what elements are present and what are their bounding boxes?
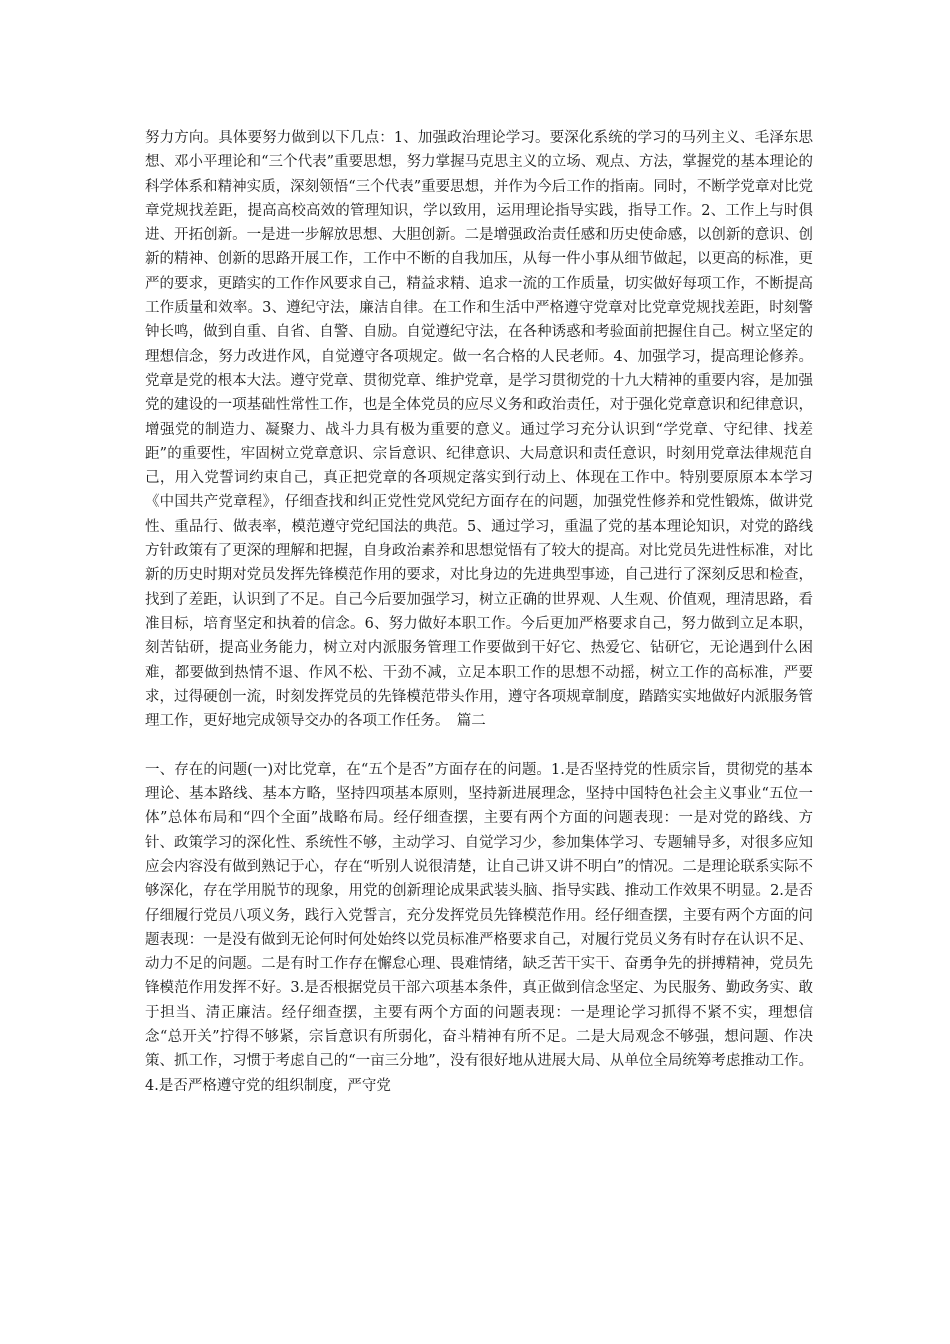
document-body bbox=[145, 126, 813, 1098]
paragraph-2: 一、存在的问题(一)对比党章，在“五个是否”方面存在的问题。1.是否坚持党的性质宗旨，贯彻党的基本理论、基本路线、基本方略，坚持四项基本原则，坚持新进展理念，坚持中国特色社会主义事业“五位一体”总体布局和“四个全面”战略布局。经仔细查摆，主要有两个方面的问题表现：一是对党的路线、方针、政策学习的深化性、系统性不够，主动学习、自觉学习少，参加集体学习、专题辅导多，对很多应知应会内容没有做到熟记于心，存在“听别人说很清楚，让自己讲又讲不明白”的情况。二是理论联系实际不够深化，存在学用脱节的现象，用党的创新理论成果武装头脑、指导实践、推动工作效果不明显。2.是否仔细履行党员八项义务，践行入党誓言，充分发挥党员先锋模范作用。经仔细查摆，主要有两个方面的问题表现：一是没有做到无论何时何处始终以党员标准严格要求自己，对履行党员义务有时存在认识不足、动力不足的问题。二是有时工作存在懈怠心理、畏难情绪，缺乏苦干实干、奋勇争先的拼搏精神，党员先锋模范作用发挥不好。3.是否根据党员干部六项基本条件，真正做到信念坚定、为民服务、勤政务实、敢于担当、清正廉洁。经仔细查摆，主要有两个方面的问题表现：一是理论学习抓得不紧不实，理想信念“总开关”拧得不够紧，宗旨意识有所弱化，奋斗精神有所不足。二是大局观念不够强，想问题、作决策、抓工作，习惯于考虑自己的“一亩三分地”，没有很好地从进展大局、从单位全局统筹考虑推动工作。4.是否严格遵守党的组织制度，严守党 bbox=[145, 761, 813, 1094]
paragraph-1: 努力方向。具体要努力做到以下几点：1、加强政治理论学习。要深化系统的学习的马列主义、毛泽东思想、邓小平理论和“三个代表”重要思想，努力掌握马克思主义的立场、观点、方法，掌握党的基本理论的科学体系和精神实质，深刻领悟“三个代表”重要思想，并作为今后工作的指南。同时，不断学党章对比党章党规找差距，提高高校高效的管理知识，学以致用，运用理论指导实践，指导工作。2、工作上与时俱进、开拓创新。一是进一步解放思想、大胆创新。二是增强政治责任感和历史使命感，以创新的意识、创新的精神、创新的思路开展工作，工作中不断的自我加压，从每一件小事从细节做起，以更高的标准，更严的要求，更踏实的工作作风要求自己，精益求精、追求一流的工作质量，切实做好每项工作，不断提高工作质量和效率。3、遵纪守法，廉洁自律。在工作和生活中严格遵守党章对比党章党规找差距，时刻警钟长鸣，做到自重、自省、自警、自励。自觉遵纪守法，在各种诱惑和考验面前把握住自己。树立坚定的理想信念，努力改进作风，自觉遵守各项规定。做一名合格的人民老师。4、加强学习，提高理论修养。党章是党的根本大法。遵守党章、贯彻党章、维护党章，是学习贯彻党的十九大精神的重要内容，是加强党的建设的一项基础性常性工作，也是全体党员的应尽义务和政治责任，对于强化党章意识和纪律意识，增强党的制造力、凝聚力、战斗力具有极为重要的意义。通过学习充分认识到“学党章、守纪律、找差距”的重要性，牢固树立党章意识、宗旨意识、纪律意识、大局意识和责任意识，时刻用党章法律规范自己，用入党誓词约束自己，真正把党章的各项规定落实到行动上、体现在工作中。特别要原原本本学习《中国共产党章程》，仔细查找和纠正党性党风党纪方面存在的问题，加强党性修养和党性锻炼，做讲党性、重品行、做表率，模范遵守党纪国法的典范。5、通过学习，重温了党的基本理论知识，对党的路线方针政策有了更深的理解和把握，自身政治素养和思想觉悟有了较大的提高。对比党员先进性标准，对比新的历史时期对党员发挥先锋模范作用的要求，对比身边的先进典型事迹，自己进行了深刻反思和检查，找到了差距，认识到了不足。自己今后要加强学习，树立正确的世界观、人生观、价值观，理清思路，看准目标，培育坚定和执着的信念。6、努力做好本职工作。今后更加严格要求自己，努力做到立足本职，刻苦钻研，提高业务能力，树立对内派服务管理工作要做到干好它、热爱它、钻研它，无论遇到什么困难，都要做到热情不退、作风不松、干劲不减，立足本职工作的思想不动摇，树立工作的高标准，严要求，过得硬创一流，时刻发挥党员的先锋模范带头作用，遵守各项规章制度，踏踏实实地做好内派服务管理工作，更好地完成领导交办的各项工作任务。 篇二 bbox=[145, 130, 813, 730]
